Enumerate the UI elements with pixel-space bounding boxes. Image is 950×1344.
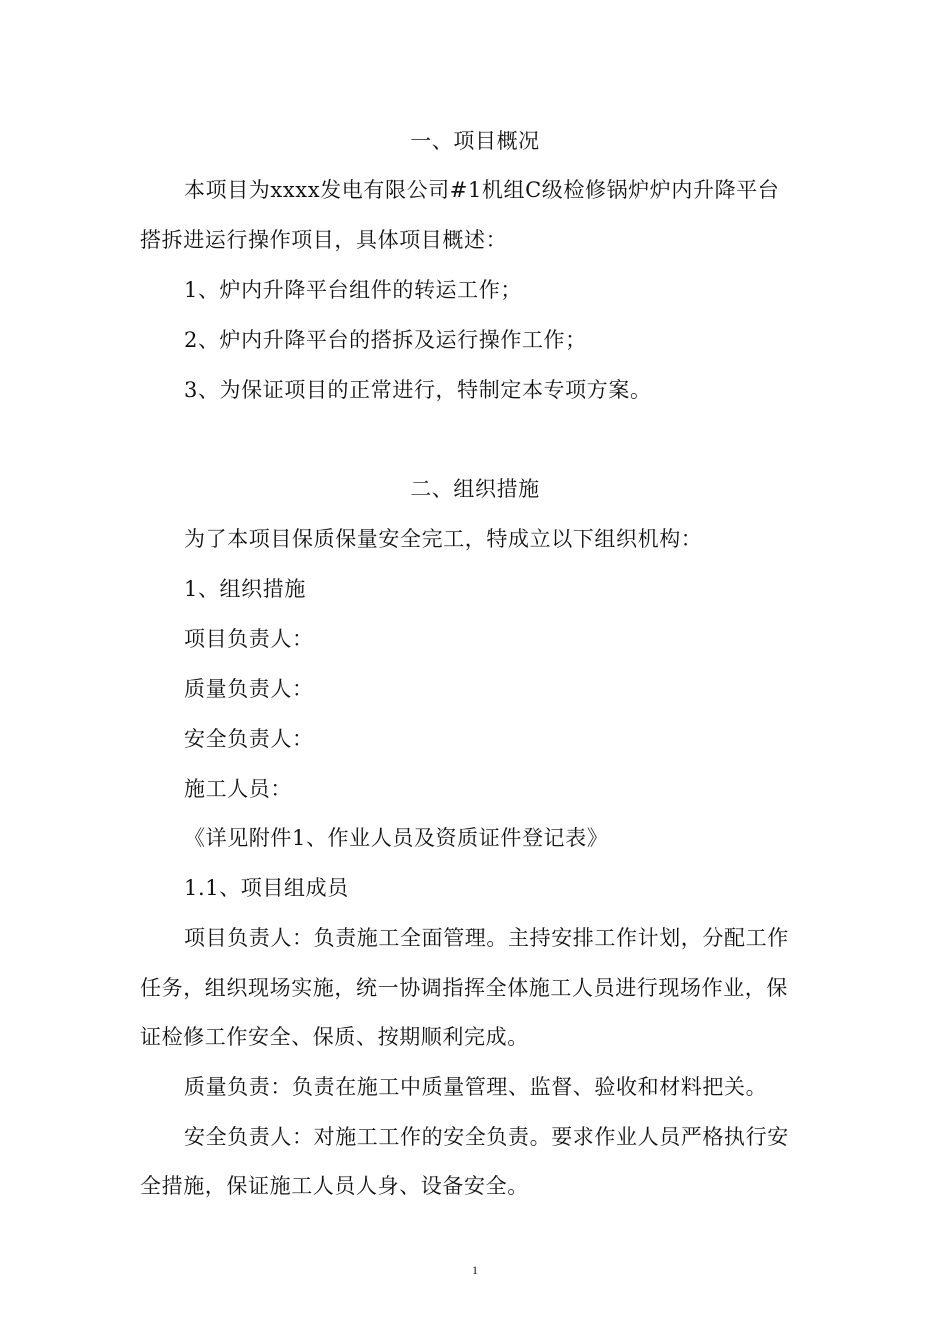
section1-heading: 一、项目概况 [410,129,540,153]
page-number: 1 [472,1263,478,1277]
role-safety-lead: 安全负责人： [184,727,314,751]
section1-intro-line1: 本项目为xxxx发电有限公司#1机组C级检修锅炉炉内升降平台 [184,178,780,202]
section1-item-3: 3、为保证项目的正常进行，特制定本专项方案。 [184,378,652,402]
project-lead-desc-line2: 任务，组织现场实施，统一协调指挥全体施工人员进行现场作业，保 [140,976,788,1000]
section1-item-1: 1、炉内升降平台组件的转运工作； [184,278,522,302]
safety-lead-desc-line2: 全措施，保证施工人员人身、设备安全。 [140,1174,529,1198]
subsection1-title: 1、组织措施 [184,577,306,601]
subsection-1-1-title: 1.1、项目组成员 [184,876,349,900]
safety-lead-desc-line1: 安全负责人：对施工工作的安全负责。要求作业人员严格执行安 [184,1125,789,1149]
role-quality-lead: 质量负责人： [184,677,314,701]
project-lead-desc-line1: 项目负责人：负责施工全面管理。主持安排工作计划，分配工作 [184,926,789,950]
section2-intro: 为了本项目保质保量安全完工，特成立以下组织机构： [184,527,703,551]
attachment-note: 《详见附件1、作业人员及资质证件登记表》 [184,826,609,850]
role-workers: 施工人员： [184,777,292,801]
quality-lead-desc: 质量负责：负责在施工中质量管理、监督、验收和材料把关。 [184,1075,768,1099]
section1-item-2: 2、炉内升降平台的搭拆及运行操作工作； [184,328,587,352]
project-lead-desc-line3: 证检修工作安全、保质、按期顺利完成。 [140,1025,529,1049]
role-project-lead: 项目负责人： [184,627,314,651]
section2-heading: 二、组织措施 [410,477,540,501]
section1-intro-line2: 搭拆进运行操作项目，具体项目概述： [140,228,508,252]
